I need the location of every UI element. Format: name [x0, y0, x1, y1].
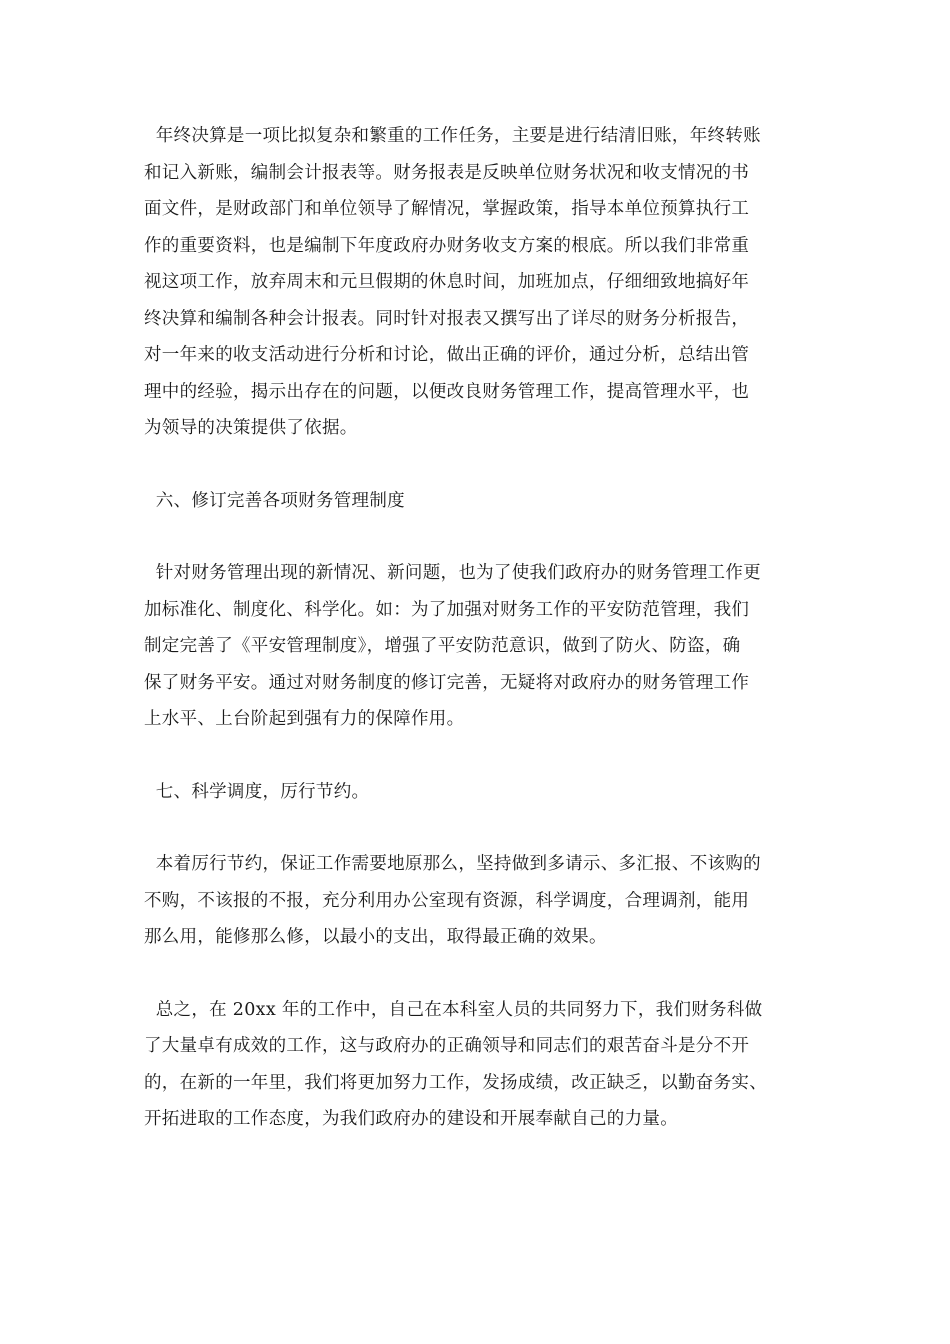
- paragraph-year-end-accounts: [144, 118, 806, 447]
- text-line: 面文件，是财政部门和单位领导了解情况，掌握政策，指导本单位预算执行工: [144, 199, 750, 219]
- text-line: 年终决算是一项比拟复杂和繁重的工作任务，主要是进行结清旧账，年终转账: [144, 126, 761, 146]
- section-heading-seven: 七、科学调度，厉行节约。: [144, 781, 370, 802]
- section-heading-six: 六、修订完善各项财务管理制度: [144, 490, 405, 511]
- paragraph-financial-rules: [144, 555, 806, 738]
- text-line: 为领导的决策提供了依据。: [144, 418, 358, 438]
- document-body: [144, 118, 806, 1174]
- text-line: 了大量卓有成效的工作，这与政府办的正确领导和同志们的艰苦奋斗是分不开: [144, 1036, 750, 1056]
- text-line: 理中的经验，揭示出存在的问题，以便改良财务管理工作，提高管理水平，也: [144, 381, 750, 402]
- text-line: 开拓进取的工作态度，为我们政府办的建设和开展奉献自己的力量。: [144, 1109, 678, 1129]
- text-line: 本着厉行节约，保证工作需要地原那么，坚持做到多请示、多汇报、不该购的: [144, 854, 761, 874]
- text-line: 加标准化、制度化、科学化。如：为了加强对财务工作的平安防范管理，我们: [144, 599, 750, 620]
- text-line: 那么用，能修那么修，以最小的支出，取得最正确的效果。: [144, 927, 607, 947]
- text-line: 针对财务管理出现的新情况、新问题，也为了使我们政府办的财务管理工作更: [144, 563, 761, 583]
- text-line: 对一年来的收支活动进行分析和讨论，做出正确的评价，通过分析，总结出管: [144, 345, 750, 365]
- text-line: 制定完善了《平安管理制度》，增强了平安防范意识，做到了防火、防盗，确: [144, 636, 741, 656]
- text-line: 作的重要资料，也是编制下年度政府办财务收支方案的根底。所以我们非常重: [144, 235, 750, 256]
- text-line: 终决算和编制各种会计报表。同时针对报表又撰写出了详尽的财务分析报告，: [144, 308, 750, 329]
- text-line: 不购，不该报的不报，充分利用办公室现有资源，科学调度，合理调剂，能用: [144, 890, 750, 911]
- text-line: 上水平、上台阶起到强有力的保障作用。: [144, 709, 465, 729]
- paragraph-summary: [144, 992, 806, 1138]
- text-line: 和记入新账，编制会计报表等。财务报表是反映单位财务状况和收支情况的书: [144, 162, 750, 183]
- text-line: 的，在新的一年里，我们将更加努力工作，发扬成绩，改正缺乏，以勤奋务实、: [144, 1072, 767, 1093]
- text-line: 视这项工作，放弃周末和元旦假期的休息时间，加班加点，仔细细致地搞好年: [144, 272, 750, 292]
- text-line: 保了财务平安。通过对财务制度的修订完善，无疑将对政府办的财务管理工作: [144, 672, 750, 693]
- paragraph-frugality: [144, 846, 806, 956]
- text-line: 总之，在 20xx 年的工作中，自己在本科室人员的共同努力下，我们财务科做: [144, 999, 763, 1020]
